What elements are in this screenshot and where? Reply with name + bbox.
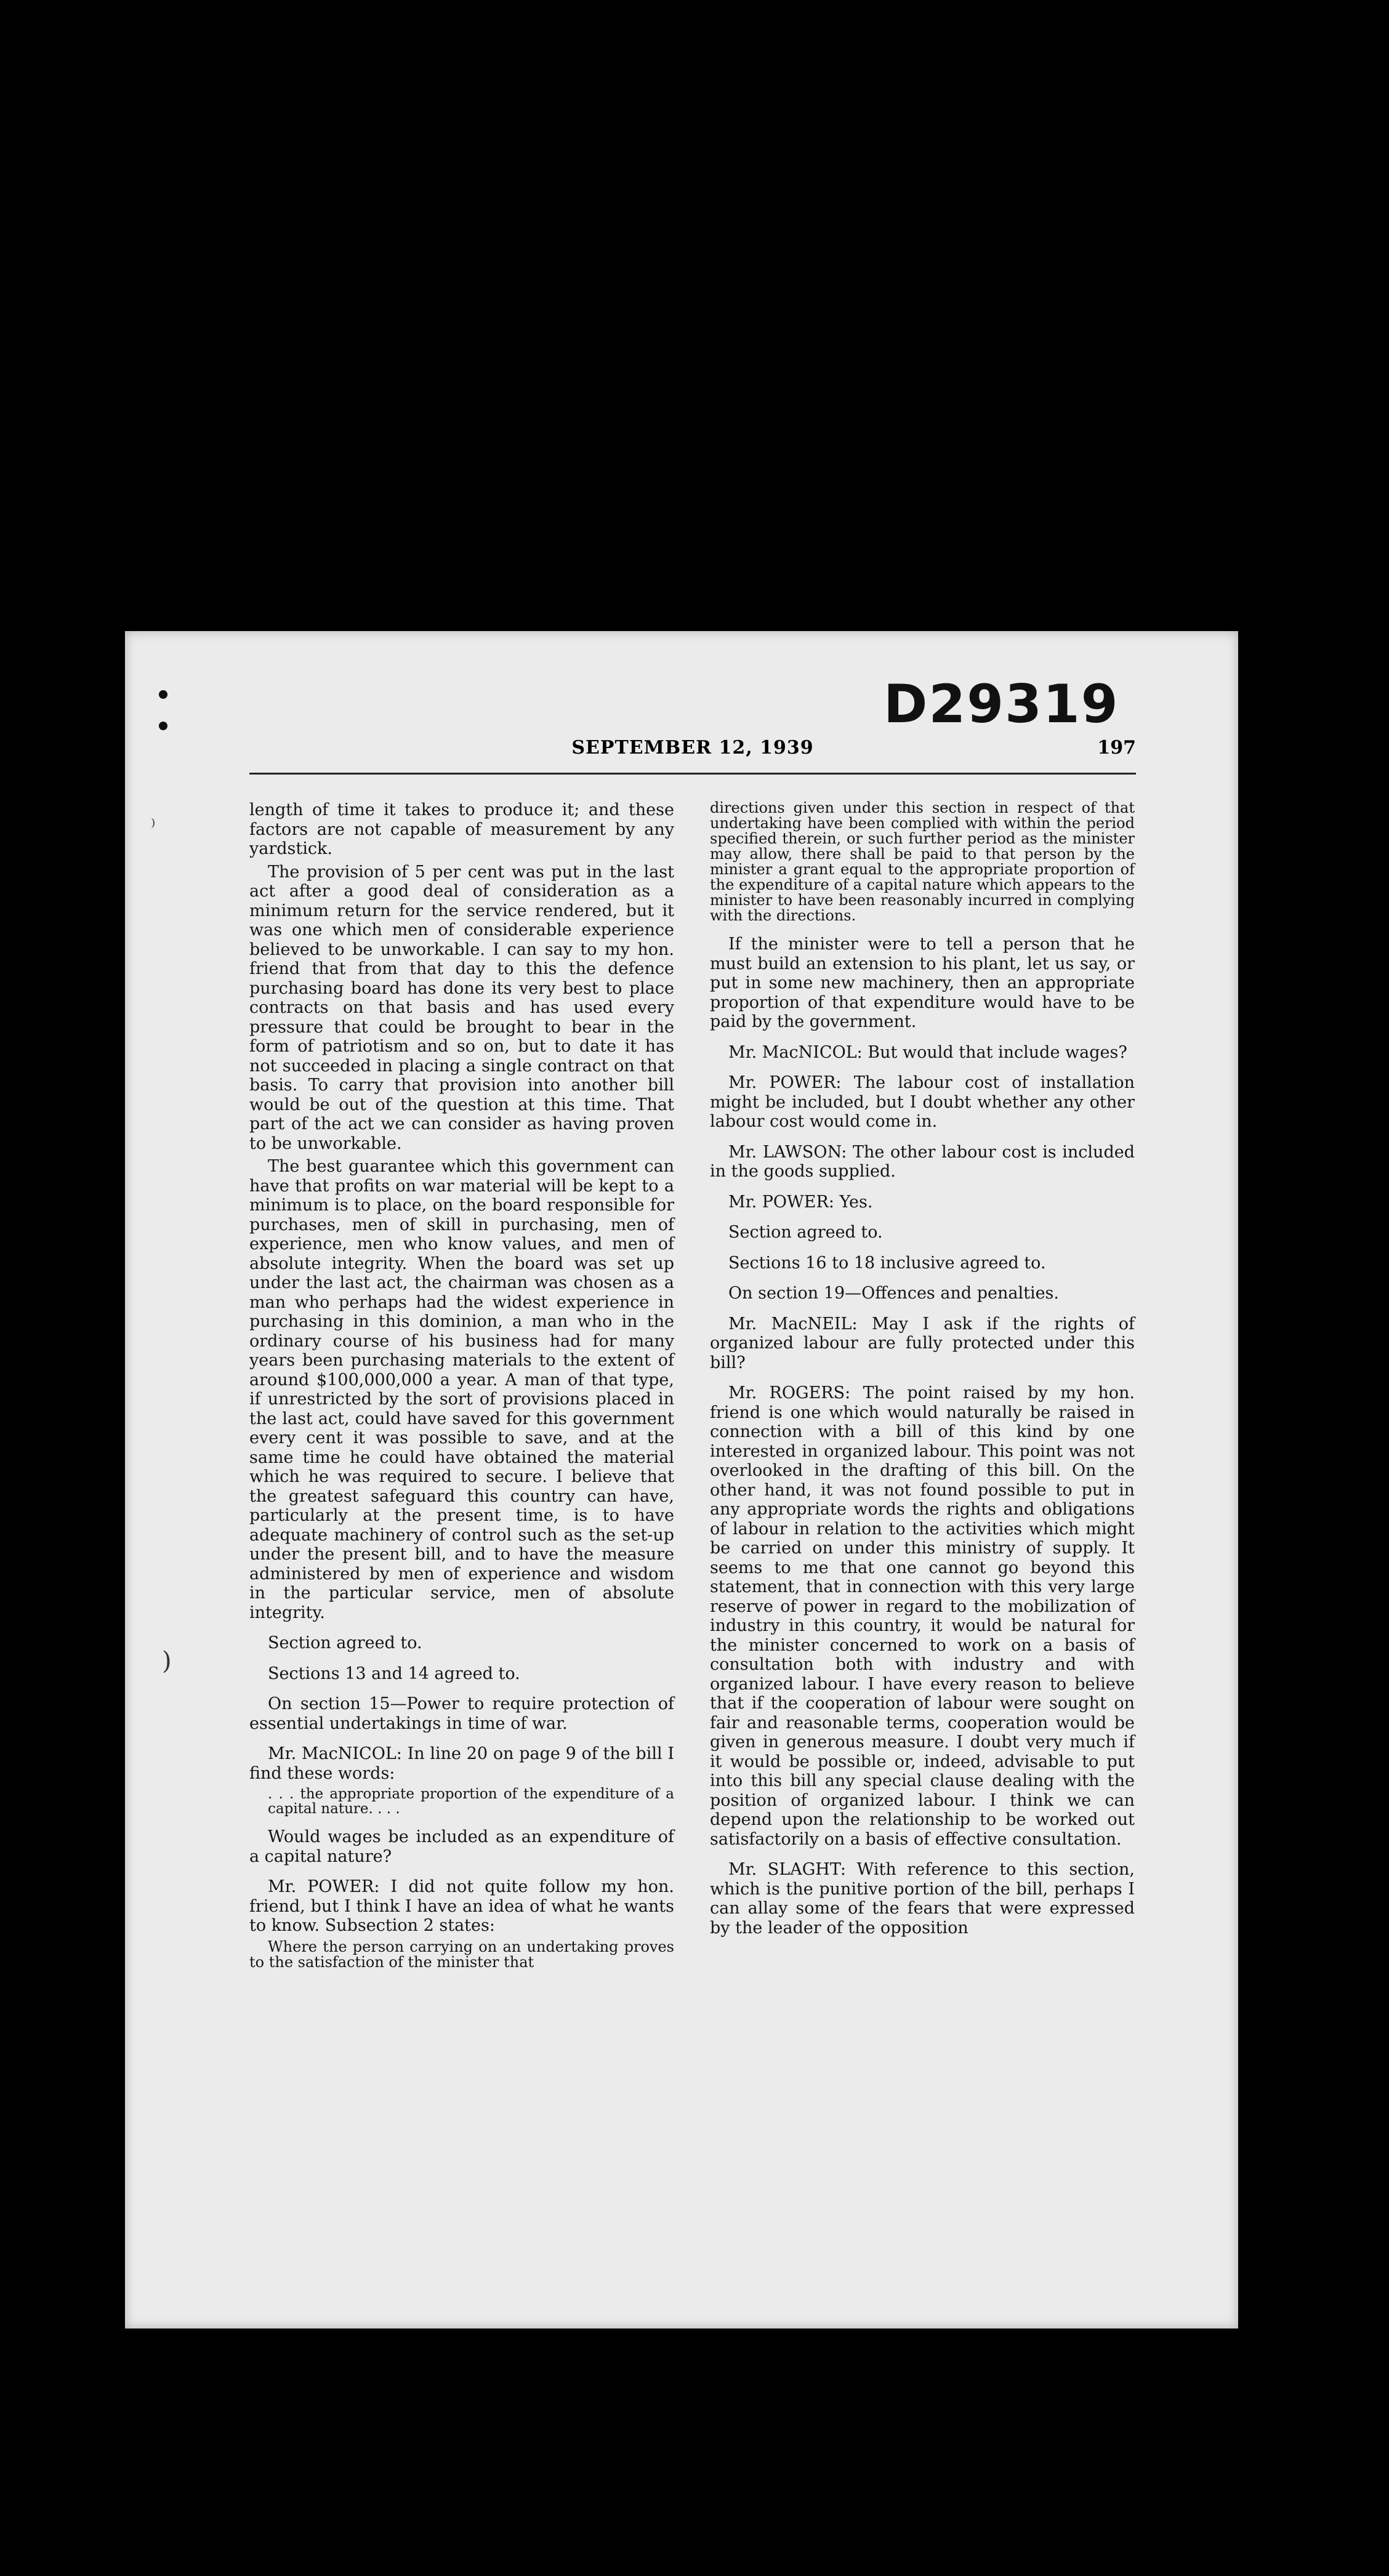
paragraph: If the minister were to tell a person that he must build an extension to his plant, let us say, or put in some new machinery, then an appropriate proportion of that expenditure would have to be paid by the government. <box>710 935 1135 1031</box>
paragraph: The provision of 5 per cent was put in the last act after a good deal of consideration as a minimum return for the service rendered, but it was one which men of considerable experience believed to be unworkable. I can say to my hon. friend that from that day to this the defence purchasing board has done its very best to place contracts on that basis and has used every pressure that could be brought to bear in the form of patriotism and so on, but to date it has not succeeded in placing a single contract on that basis. To carry that provision into another bill would be out of the question at this time. That part of the act we can consider as having proven to be unworkable. <box>249 862 674 1153</box>
right-column <box>710 800 1135 1941</box>
margin-mark: ⁾ <box>151 816 156 837</box>
header-date: SEPTEMBER 12, 1939 <box>571 737 814 759</box>
paragraph: The best guarantee which this government can have that profits on war material will be kept to a minimum is to place, on the board responsible for purchases, men of skill in purchasing, men of experience, men who know values, and men of absolute integrity. When the board was set up under the last act, the chairman was chosen as a man who perhaps had the widest experience in purchasing in this dominion, a man who in the ordinary course of his business had for many years been purchasing materials to the extent of around $100,000,000 a year. A man of that type, if unrestricted by the sort of provisions placed in the last act, could have saved for this government every cent it was possible to save, and at the same time he could have obtained the material which he was required to secure. I believe that the greatest safeguard this country can have, particularly at the present time, is to have adequate machinery of control such as the set-up under the present bill, and to have the measure administered by men of experience and wisdom in the particular service, men of absolute integrity. <box>249 1157 674 1622</box>
paragraph: Section agreed to. <box>728 1223 883 1242</box>
paragraph: Mr. LAWSON: The other labour cost is included in the goods supplied. <box>710 1142 1135 1181</box>
paragraph: Mr. POWER: I did not quite follow my hon. friend, but I think I have an idea of what he wants to know. Subsection 2 states: <box>249 1877 674 1935</box>
block-quote: . . . the appropriate proportion of the expenditure of a capital nature. . . . <box>268 1786 674 1817</box>
margin-bracket: ) <box>162 1647 172 1675</box>
punch-hole-dot <box>159 722 167 730</box>
paragraph: Mr. MacNICOL: In line 20 on page 9 of the bill I find these words: <box>249 1744 674 1783</box>
paragraph: Section agreed to. <box>268 1633 422 1652</box>
page-header <box>249 737 1136 769</box>
paragraph: On section 19—Offences and penalties. <box>728 1284 1059 1303</box>
paragraph: Mr. POWER: The labour cost of installation might be included, but I doubt whether any other labour cost would come in. <box>710 1073 1135 1131</box>
page-number: 197 <box>1097 737 1136 759</box>
paragraph: Mr. POWER: Yes. <box>728 1192 873 1212</box>
punch-hole-dot <box>159 690 167 699</box>
paragraph: length of time it takes to produce it; and these factors are not capable of measurement by any yardstick. <box>249 800 674 858</box>
block-quote: Where the person carrying on an undertaking proves to the satisfaction of the minister that <box>249 1938 674 1971</box>
left-column <box>249 800 674 1974</box>
paragraph: Mr. ROGERS: The point raised by my hon. friend is one which would naturally be raised in connection with a bill of this kind by one interested in organized labour. This point was not overlooked in the drafting of this bill. On the other hand, it was not found possible to put in any appropriate words the rights and obligations of labour in relation to the activities which might be carried on under this ministry of supply. It seems to me that one cannot go beyond this statement, that in connection with this very large reserve of power in regard to the mobilization of industry in this country, it would be natural for the minister concerned to work on a basis of consultation both with industry and with organized labour. I have every reason to believe that if the cooperation of labour were sought on fair and reasonable terms, cooperation would be given in generous measure. I doubt very much if it would be possible or, indeed, advisable to put into this bill any special clause dealing with the position of organized labour. I think we can depend upon the relationship to be worked out satisfactorily on a basis of effective consultation. <box>710 1383 1135 1849</box>
header-rule <box>249 773 1136 775</box>
document-page <box>125 631 1238 2328</box>
paragraph: Mr. MacNICOL: But would that include wages? <box>728 1042 1127 1062</box>
paragraph: Mr. SLAGHT: With reference to this section, which is the punitive portion of the bill, perhaps I can allay some of the fears that were expressed by the leader of the opposition <box>710 1860 1135 1938</box>
paragraph: Mr. MacNEIL: May I ask if the rights of organized labour are fully protected under this bill? <box>710 1314 1135 1372</box>
paragraph: Would wages be included as an expenditure of a capital nature? <box>249 1827 674 1866</box>
block-quote: directions given under this section in respect of that undertaking have been complied with within the period specified therein, or such further period as the minister may allow, there shall be paid to that person by the minister a grant equal to the appropriate proportion of the expenditure of a capital nature which appears to the minister to have been reasonably incurred in complying with the directions. <box>710 799 1135 924</box>
paragraph: On section 15—Power to require protection of essential undertakings in time of war. <box>249 1694 674 1733</box>
paragraph: Sections 16 to 18 inclusive agreed to. <box>728 1253 1046 1273</box>
paragraph: Sections 13 and 14 agreed to. <box>268 1664 520 1683</box>
document-stamp: D29319 <box>884 674 1119 735</box>
